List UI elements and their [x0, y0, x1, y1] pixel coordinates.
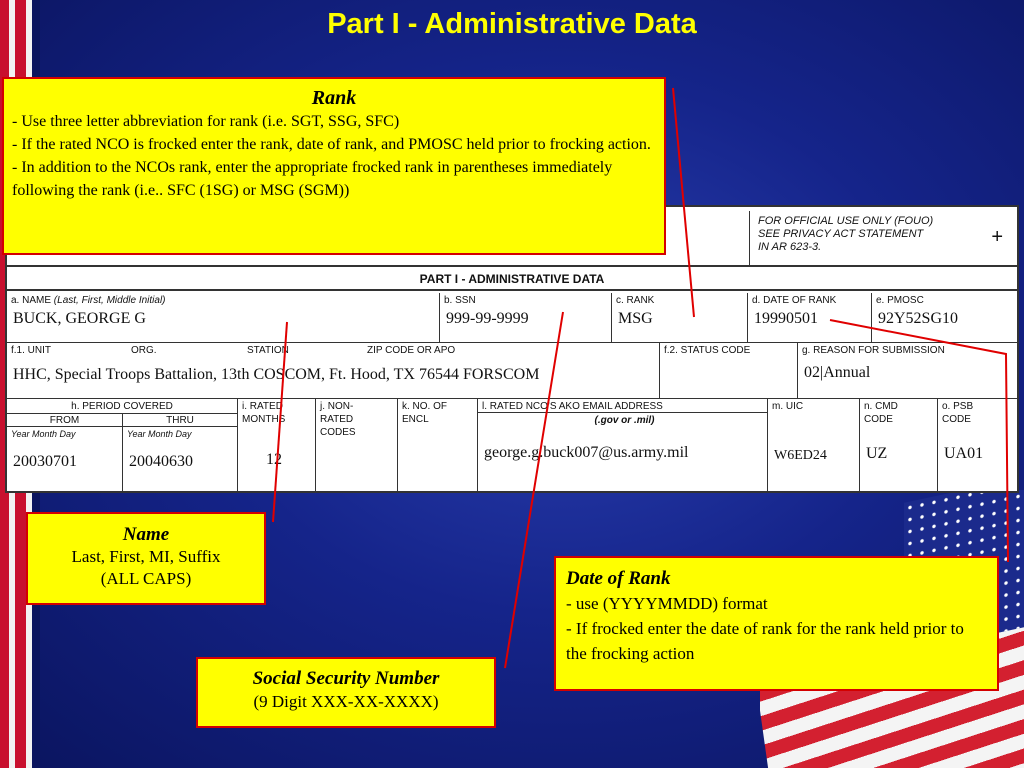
- pmosc-label: e. PMOSC: [876, 295, 924, 306]
- uic-value: W6ED24: [774, 448, 827, 463]
- thru-label: THRU: [123, 413, 237, 427]
- part-heading: PART I - ADMINISTRATIVE DATA: [7, 265, 1017, 291]
- period-label: h. PERIOD COVERED: [7, 399, 237, 414]
- name-callout: [26, 512, 266, 605]
- date-of-rank-callout: [554, 556, 999, 691]
- cmd-label-2: CODE: [864, 414, 893, 425]
- name-callout-title: Name: [122, 524, 170, 545]
- plus-icon: +: [991, 226, 1003, 248]
- fouo-notice: [749, 211, 1015, 265]
- encl-label-1: k. NO. OF: [402, 401, 447, 412]
- non-rated-label-1: j. NON-: [320, 401, 354, 412]
- from-label: FROM: [7, 413, 122, 427]
- name-field: [7, 293, 439, 343]
- email-value: george.g.buck007@us.army.mil: [484, 444, 689, 461]
- ssn-callout-line-1: (9 Digit XXX-XX-XXXX): [253, 692, 439, 711]
- non-rated-label-3: CODES: [320, 427, 356, 438]
- cmd-value: UZ: [866, 445, 888, 462]
- name-label: a. NAME: [11, 295, 54, 306]
- uic-field: [767, 399, 859, 493]
- rank-callout: [2, 77, 666, 255]
- name-callout-line-1: Last, First, MI, Suffix: [71, 547, 221, 566]
- psb-label-1: o. PSB: [942, 401, 974, 412]
- cmd-code-field: [859, 399, 937, 493]
- ssn-callout-title: Social Security Number: [252, 668, 440, 689]
- org-label: ORG.: [131, 345, 157, 356]
- fouo-line-3: IN AR 623-3.: [758, 241, 822, 253]
- psb-code-field: [937, 399, 1017, 493]
- unit-label: f.1. UNIT: [11, 345, 52, 356]
- date-of-rank-field: [747, 293, 871, 343]
- status-code-label: f.2. STATUS CODE: [664, 345, 751, 356]
- ssn-callout: [196, 657, 496, 728]
- pmosc-field: [871, 293, 1017, 343]
- date-of-rank-callout-title: Date of Rank: [566, 568, 671, 589]
- cmd-label-1: n. CMD: [864, 401, 898, 412]
- unit-field: [7, 343, 659, 399]
- from-sub-label: Year Month Day: [11, 429, 76, 439]
- status-code-field: [659, 343, 797, 399]
- email-field: [477, 399, 767, 493]
- ssn-value: 999-99-9999: [446, 310, 529, 327]
- rated-months-value: 12: [266, 451, 282, 468]
- rank-callout-line-3: - In addition to the NCOs rank, enter the appropriate frocked rank in parentheses immediately following the rank (i.e.. SFC (1SG) or MSG (SGM)): [12, 159, 613, 199]
- zip-label: ZIP CODE OR APO: [367, 345, 456, 356]
- date-of-rank-label: d. DATE OF RANK: [752, 295, 837, 306]
- fouo-line-2: SEE PRIVACY ACT STATEMENT: [758, 228, 924, 240]
- thru-column: [122, 413, 237, 493]
- unit-value: HHC, Special Troops Battalion, 13th COSCOM, Ft. Hood, TX 76544 FORSCOM: [13, 366, 540, 383]
- rank-callout-line-2: - If the rated NCO is frocked enter the rank, date of rank, and PMOSC held prior to frocking action.: [12, 136, 651, 153]
- slide-title: Part I - Administrative Data: [327, 8, 697, 40]
- ssn-label: b. SSN: [444, 295, 476, 306]
- encl-field: [397, 399, 477, 493]
- from-column: [7, 413, 122, 493]
- rated-months-label-1: i. RATED: [242, 401, 283, 412]
- reason-label: g. REASON FOR SUBMISSION: [802, 345, 945, 356]
- psb-label-2: CODE: [942, 414, 971, 425]
- ssn-field: [439, 293, 611, 343]
- fouo-line-1: FOR OFFICIAL USE ONLY (FOUO): [758, 215, 934, 227]
- thru-value: 20040630: [129, 453, 193, 470]
- rank-label: c. RANK: [616, 295, 655, 306]
- email-label: l. RATED NCO'S AKO EMAIL ADDRESS: [478, 399, 767, 413]
- psb-value: UA01: [944, 445, 984, 462]
- date-of-rank-callout-line-1: - use (YYYYMMDD) format: [566, 594, 768, 613]
- rated-months-label-2: MONTHS: [242, 414, 286, 425]
- reason-field: [797, 343, 1017, 399]
- rank-value: MSG: [618, 310, 653, 327]
- rank-callout-title: Rank: [311, 87, 357, 109]
- rank-field: [611, 293, 747, 343]
- encl-label-2: ENCL: [402, 414, 429, 425]
- non-rated-codes-field: [315, 399, 397, 493]
- thru-sub-label: Year Month Day: [127, 429, 192, 439]
- rated-months-field: [237, 399, 315, 493]
- name-value: BUCK, GEORGE G: [13, 310, 146, 327]
- station-label: STATION: [247, 345, 289, 356]
- rank-callout-line-1: - Use three letter abbreviation for rank (i.e. SGT, SSG, SFC): [12, 113, 400, 130]
- uic-label: m. UIC: [772, 401, 804, 412]
- date-of-rank-callout-line-2: - If frocked enter the date of rank for the rank held prior to the frocking action: [566, 619, 964, 663]
- email-sub-label: (.gov or .mil): [594, 415, 655, 426]
- from-value: 20030701: [13, 453, 77, 470]
- pmosc-value: 92Y52SG10: [878, 310, 959, 327]
- non-rated-label-2: RATED: [320, 414, 354, 425]
- date-of-rank-value: 19990501: [754, 310, 818, 327]
- name-label-hint: (Last, First, Middle Initial): [53, 295, 166, 306]
- period-covered-field: [7, 399, 237, 493]
- name-callout-line-2: (ALL CAPS): [100, 569, 192, 588]
- reason-value: 02|Annual: [804, 364, 871, 381]
